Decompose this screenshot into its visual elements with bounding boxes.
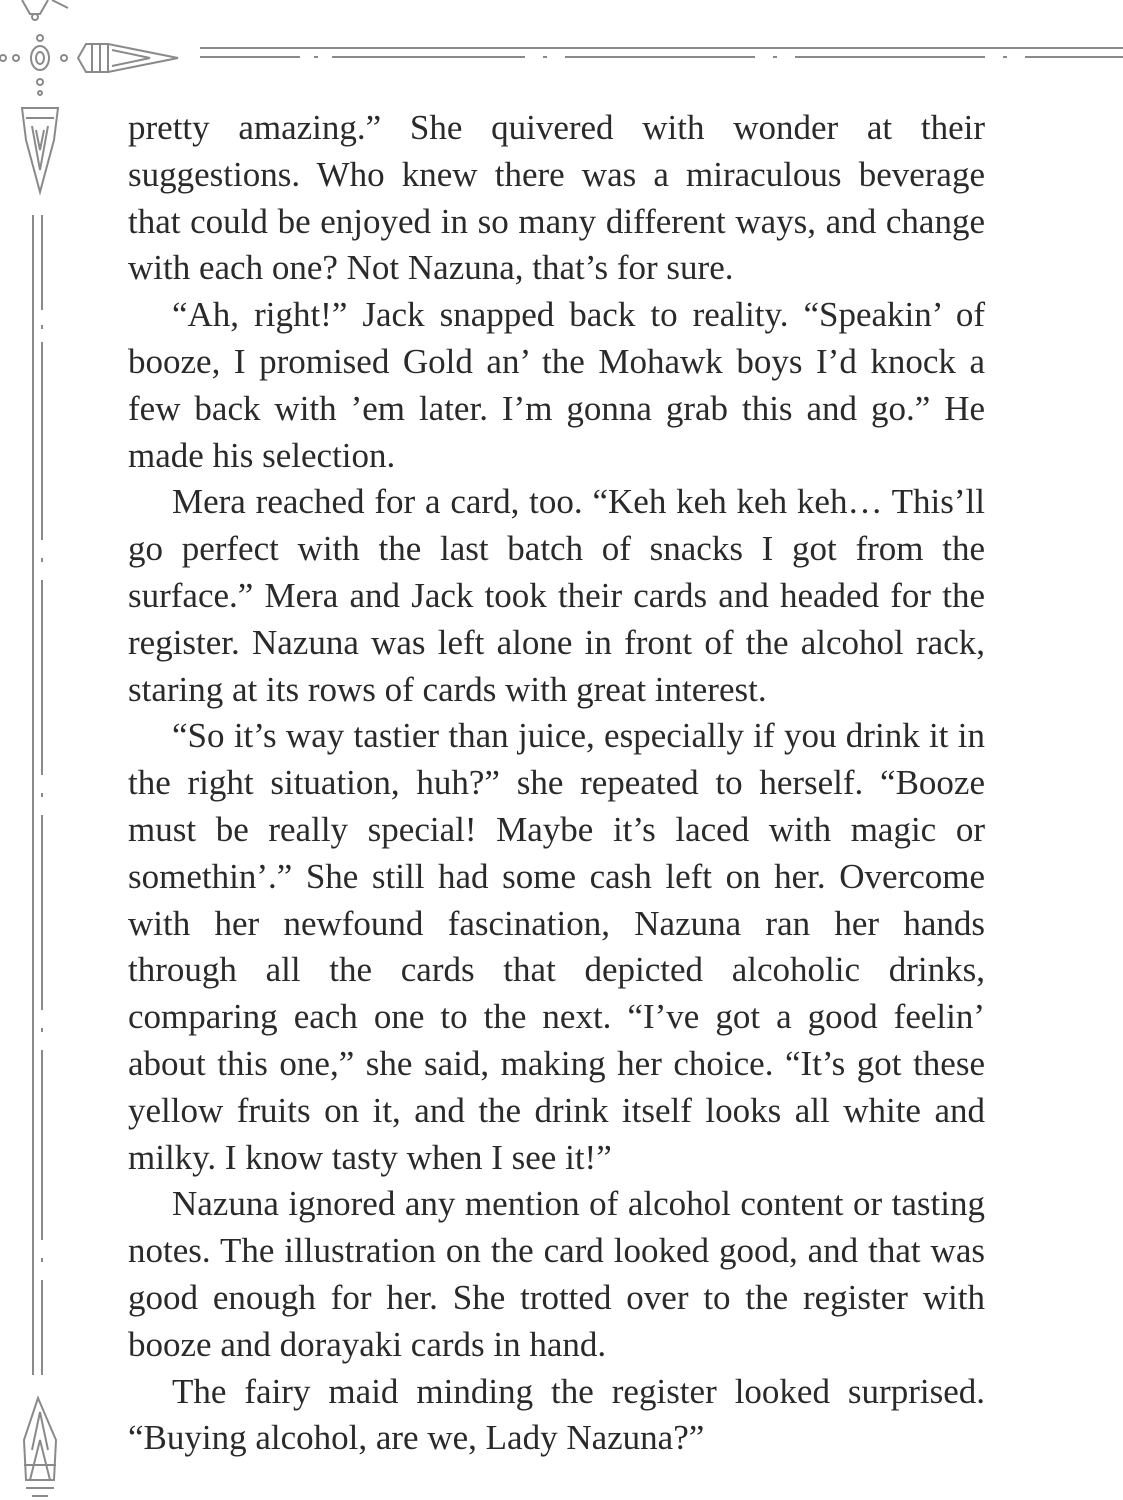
paragraph-2: “Ah, right!” Jack snapped back to reality. “Speakin’ of booze, I promised Gold an’ the Mohawk boys I’d knock a few back with ’em later. I’m gonna grab this and go.” He made his selection. [128,295,985,475]
paragraph-5: Nazuna ignored any mention of alcohol content or tasting notes. The illustration on the card looked good, and that was good enough for her. She trotted over to the register with booze and dorayaki cards in hand. [128,1184,985,1364]
paragraph-6: The fairy maid minding the register looked surprised. “Buying alcohol, are we, Lady Nazuna?” [128,1371,985,1458]
bottom-crystal-pendant-icon [24,1398,56,1496]
top-rule [200,48,1123,57]
gem-pendant-icon [0,35,67,95]
crystal-pendant-icon [22,108,58,192]
paragraph-4: “So it’s way tastier than juice, especially if you drink it in the right situation, huh?” she repeated to herself. “Booze must be really special! Maybe it’s laced with magic or somethin’.” She still had some cash left on her. Overcome with her newfound fascination, Nazuna ran her hands through all the cards that depicted alcoholic drinks, comparing each one to the next. “I’ve got a good feelin’ about this one,” she said, making her choice. “It’s got these yellow fruits on it, and the drink itself looks all white and milky. I know tasty when I see it!” [128,716,985,1177]
paragraph-3: Mera reached for a card, too. “Keh keh keh keh… This’ll go perfect with the last batch of snacks I got from the surface.” Mera and Jack took their cards and headed for the register. Nazuna was left alone in front of the alcohol rack, staring at its rows of cards with great interest. [128,482,985,709]
book-page-body [128,105,985,1462]
paragraph-1: pretty amazing.” She quivered with wonder at their suggestions. Who knew there was a miraculous beverage that could be enjoyed in so many different ways, and change with each one? Not Nazuna, that’s for sure. [128,108,985,288]
left-rule [33,215,42,1375]
top-pendant-icon [22,0,68,20]
arrow-tip-icon [78,44,178,72]
